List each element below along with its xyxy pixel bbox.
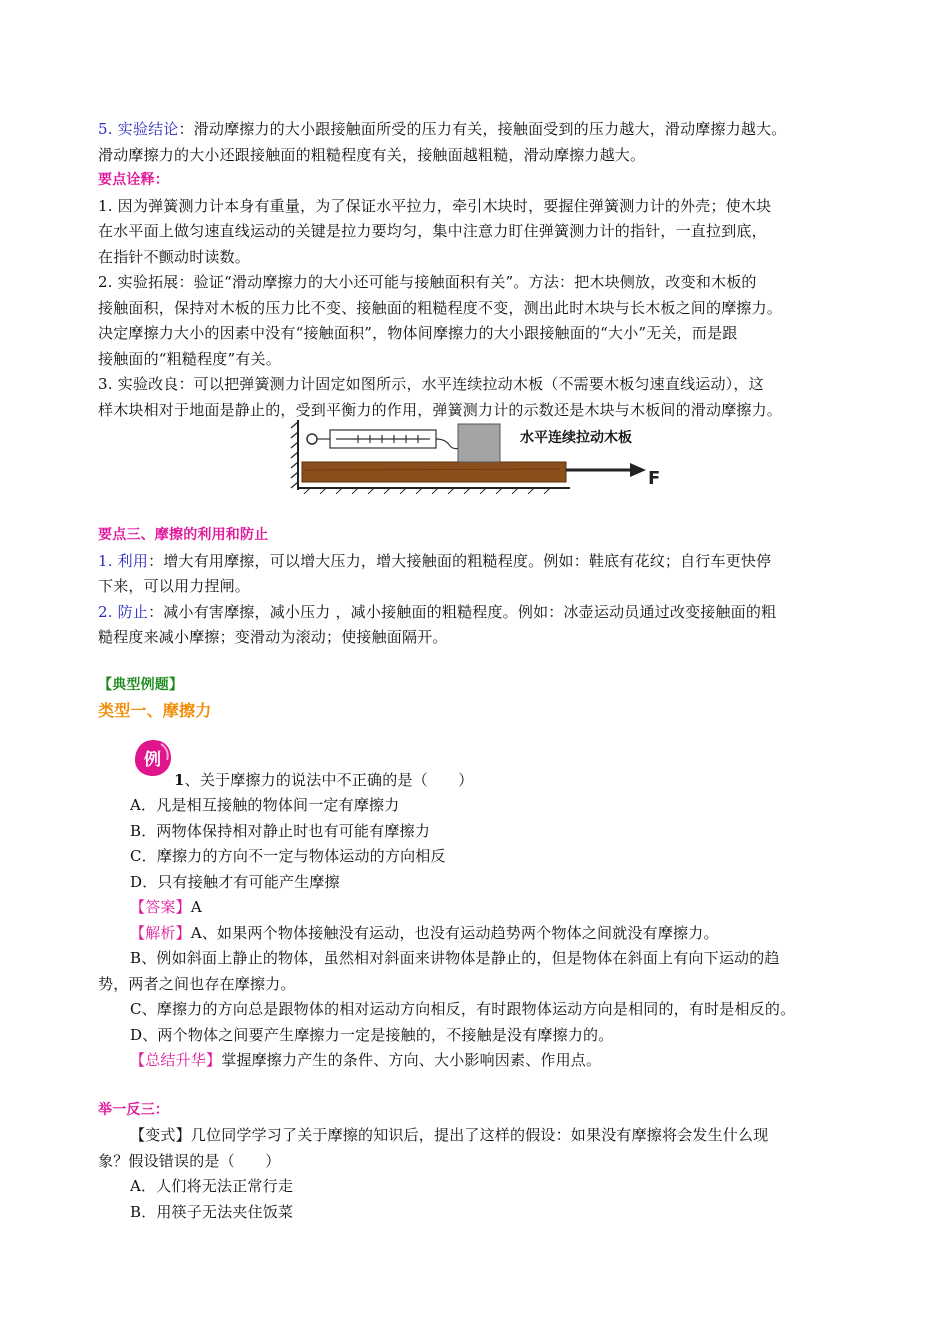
wooden-board [302, 462, 566, 482]
summary-line: 【总结升华】掌握摩擦力产生的条件、方向、大小影响因素、作用点。 [130, 1051, 602, 1069]
examples-heading: 【典型例题】 [98, 676, 184, 693]
analysis-label: 【解析】 [130, 923, 191, 942]
variant-heading: 举一反三： [98, 1101, 169, 1118]
example-badge-label: 例 [144, 750, 161, 770]
conclusion-line-1: 5. 实验结论：滑动摩擦力的大小跟接触面所受的压力有关，接触面受到的压力越大，滑动摩擦力越大。 [98, 120, 787, 138]
wooden-block [458, 424, 500, 462]
document-page [98, 117, 868, 1225]
note-1-line-1: 1. 因为弹簧测力计本身有重量，为了保证水平拉力，牵引木块时，要握住弹簧测力计的外壳；使木块 [98, 196, 772, 215]
prevent-line-2: 糙程度来减小摩擦；变滑动为滚动；使接触面隔开。 [98, 628, 448, 646]
prevent-line-1: 2. 防止：减小有害摩擦，减小压力 ，减小接触面的粗糙程度。例如：冰壶运动员通过改变接触面的粗 [98, 602, 777, 621]
variant-option-b[interactable]: B．用筷子无法夹住饭菜 [130, 1202, 294, 1221]
example-badge-icon [133, 738, 173, 778]
answer-line: 【答案】A [130, 898, 202, 916]
analysis-b-line-1: B、例如斜面上静止的物体，虽然相对斜面来讲物体是静止的，但是物体在斜面上有向下运动的趋 [130, 949, 780, 967]
wall-hatch [291, 422, 298, 488]
note-2-line-4: 接触面的“粗糙程度”有关。 [98, 349, 281, 368]
note-1-line-3: 在指针不颤动时读数。 [98, 247, 251, 266]
note-3-line-2: 样木块相对于地面是静止的，受到平衡力的作用，弹簧测力计的示数还是木块与木板间的滑动摩擦力。 [98, 400, 783, 419]
answer-label: 【答案】 [130, 898, 191, 916]
spring-scale-diagram [290, 418, 680, 494]
conclusion-line-2: 滑动摩擦力的大小还跟接触面的粗糙程度有关，接触面越粗糙，滑动摩擦力越大。 [98, 145, 646, 164]
use-line-2: 下来，可以用力捏闸。 [98, 577, 251, 595]
conclusion-label: 5. 实验结论 [98, 120, 179, 138]
option-b[interactable]: B．两物体保持相对静止时也有可能有摩擦力 [130, 821, 431, 840]
note-1-line-2: 在水平面上做匀速直线运动的关键是拉力要均匀，集中注意力盯住弹簧测力计的指针，一直拉到底， [98, 222, 767, 240]
figure-caption: 水平连续拉动木板 [520, 430, 632, 446]
force-label: F [648, 468, 661, 489]
experiment-figure [290, 418, 680, 494]
type1-heading: 类型一、摩擦力 [98, 701, 212, 720]
analysis-c: C、摩擦力的方向总是跟物体的相对运动方向相反，有时跟物体运动方向是相同的，有时是相反的。 [130, 1000, 796, 1018]
force-arrow-head [630, 463, 646, 477]
analysis-b-line-2: 势，两者之间也存在摩擦力。 [98, 974, 296, 993]
note-3-line-1: 3. 实验改良：可以把弹簧测力计固定如图所示，水平连续拉动木板（不需要木板匀速直线运动），这 [98, 375, 764, 393]
use-label: 1. 利用 [98, 551, 149, 570]
option-d[interactable]: D．只有接触才有可能产生摩擦 [130, 872, 340, 891]
analysis-d: D、两个物体之间要产生摩擦力一定是接触的，不接触是没有摩擦力的。 [130, 1025, 614, 1044]
variant-option-a[interactable]: A．人们将无法正常行走 [130, 1177, 294, 1195]
variant-line-1: 【变式】几位同学学习了关于摩擦的知识后，提出了这样的假设：如果没有摩擦将会发生什么现 [130, 1126, 769, 1144]
note-2-line-1: 2. 实验拓展：验证“滑动摩擦力的大小还可能与接触面积有关”。方法：把木块侧放，改变和木板的 [98, 273, 757, 291]
option-c[interactable]: C．摩擦力的方向不一定与物体运动的方向相反 [130, 847, 446, 865]
note-2-line-2: 接触面积，保持对木板的压力比不变、接触面的粗糙程度不变，测出此时木块与长木板之间的摩擦力。 [98, 298, 783, 317]
option-a[interactable]: A．凡是相互接触的物体间一定有摩擦力 [130, 796, 400, 814]
wall-ring [307, 434, 317, 444]
variant-line-2: 象？假设错误的是（ ） [98, 1151, 281, 1170]
prevent-label: 2. 防止 [98, 602, 149, 621]
note-2-line-3: 决定摩擦力大小的因素中没有“接触面积”，物体间摩擦力的大小跟接触面的“大小”无关，而是跟 [98, 324, 738, 342]
question-1: 1、关于摩擦力的说法中不正确的是（ ） [174, 770, 474, 789]
analysis-a: 【解析】A、如果两个物体接触没有运动，也没有运动趋势两个物体之间就没有摩擦力。 [130, 923, 719, 942]
question-number: 1 [174, 770, 185, 789]
use-line-1: 1. 利用：增大有用摩擦，可以增大压力，增大接触面的粗糙程度。例如：鞋底有花纹；自行车更快停 [98, 551, 772, 570]
notes-heading: 要点诠释： [98, 172, 169, 188]
summary-label: 【总结升华】 [130, 1051, 222, 1069]
section3-heading: 要点三、摩擦的利用和防止 [98, 527, 269, 543]
